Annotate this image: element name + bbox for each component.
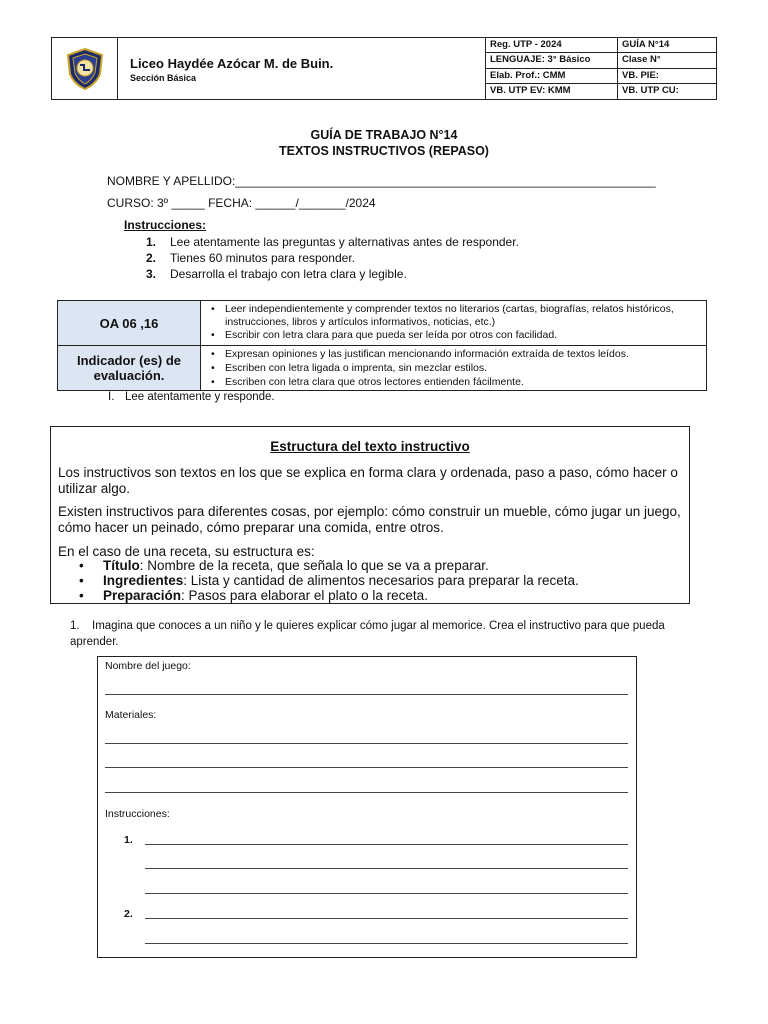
list-item: 1. Lee atentamente las preguntas y alternativas antes de responder. [146, 235, 519, 249]
answer-line[interactable] [105, 743, 628, 744]
meta-class-number: Clase N° [618, 53, 716, 68]
answer-line[interactable] [145, 918, 628, 919]
answer-line[interactable] [105, 694, 628, 695]
indicator-bullet: • Expresan opiniones y las justifican mencionando información extraída de textos leídos. [205, 347, 702, 361]
school-name: Liceo Haydée Azócar M. de Buin. [130, 56, 334, 71]
answer-line[interactable] [105, 792, 628, 793]
indicator-bullet: • Escriben con letra ligada o imprenta, sin mezclar estilos. [205, 361, 702, 375]
list-item: • Ingredientes: Lista y cantidad de alimentos necesarios para preparar la receta. [79, 573, 579, 588]
oa-label: OA 06 ,16 [58, 301, 201, 346]
school-crest-icon [65, 48, 105, 90]
oa-bullet: • Escribir con letra clara para que pueda ser leída por otros con facilidad. [205, 329, 702, 342]
section-one-heading: I. Lee atentamente y responde. [108, 391, 275, 403]
guide-title: GUÍA DE TRABAJO N°14 [310, 128, 458, 142]
meta-guide-number: GUÍA N°14 [618, 38, 716, 53]
instructions-list [146, 235, 519, 283]
table-row [58, 346, 707, 391]
instructions-label: Instrucciones: [105, 808, 170, 820]
answer-line[interactable] [145, 844, 628, 845]
answer-line[interactable] [105, 767, 628, 768]
guide-subtitle: TEXTOS INSTRUCTIVOS (REPASO) [279, 144, 489, 158]
box-paragraph: En el caso de una receta, su estructura es: [58, 544, 315, 559]
indicator-content [201, 346, 707, 391]
question-one: 1. Imagina que conoces a un niño y le quieres explicar cómo jugar al memorice. Crea el instructivo para que pueda aprender. [70, 620, 665, 648]
answer-line[interactable] [145, 943, 628, 944]
box-paragraph: Existen instructivos para diferentes cosas, por ejemplo: cómo construir un mueble, cómo jugar un juego, cómo hacer un peinado, cómo preparar una comida, entre otros. [58, 504, 681, 535]
header-meta-grid [486, 38, 716, 99]
step-number: 2. [124, 908, 133, 920]
indicator-label: Indicador (es) de evaluación. [58, 346, 201, 391]
list-item: • Título: Nombre de la receta, que señala lo que se va a preparar. [79, 558, 489, 573]
list-item: 3. Desarrolla el trabajo con letra clara y legible. [146, 267, 407, 281]
oa-content [201, 301, 707, 346]
meta-vb-utp-ev: VB. UTP EV: KMM [486, 84, 618, 99]
school-info [118, 38, 486, 99]
answer-line[interactable] [145, 893, 628, 894]
document-header [51, 37, 717, 100]
materials-label: Materiales: [105, 709, 157, 721]
table-row [58, 301, 707, 346]
meta-vb-pie: VB. PIE: [618, 69, 716, 84]
box-paragraph: Los instructivos son textos en los que se explica en forma clara y ordenada, paso a paso, cómo hacer o utilizar algo. [58, 465, 678, 496]
step-number: 1. [124, 834, 133, 846]
oa-bullet: • Leer independientemente y comprender textos no literarios (cartas, biografías, relatos históricos, instrucciones, libros y artículos informativos, noticias, etc.) [205, 303, 702, 329]
objectives-table [57, 300, 707, 391]
meta-author: Elab. Prof.: CMM [486, 69, 618, 84]
indicator-bullet: • Escriben con letra clara que otros lectores entienden fácilmente. [205, 375, 702, 389]
instructions-heading: Instrucciones: [124, 218, 207, 232]
course-date-field[interactable]: CURSO: 3º _____ FECHA: ______/_______/2024 [107, 196, 376, 210]
list-item: 2. Tienes 60 minutos para responder. [146, 251, 355, 265]
school-logo [52, 38, 118, 99]
answer-box [97, 656, 637, 958]
meta-subject: LENGUAJE: 3° Básico [486, 53, 618, 68]
school-section: Sección Básica [130, 73, 197, 83]
recipe-structure-list [79, 558, 579, 603]
answer-line[interactable] [145, 868, 628, 869]
list-item: • Preparación: Pasos para elaborar el plato o la receta. [79, 588, 428, 603]
meta-reg-utp: Reg. UTP - 2024 [486, 38, 618, 53]
box-title: Estructura del texto instructivo [270, 439, 470, 454]
structure-info-box [50, 426, 690, 604]
game-name-label: Nombre del juego: [105, 660, 191, 672]
meta-vb-utp-cu: VB. UTP CU: [622, 84, 679, 96]
name-field[interactable]: NOMBRE Y APELLIDO:_______________________________________________________________ [107, 174, 656, 188]
